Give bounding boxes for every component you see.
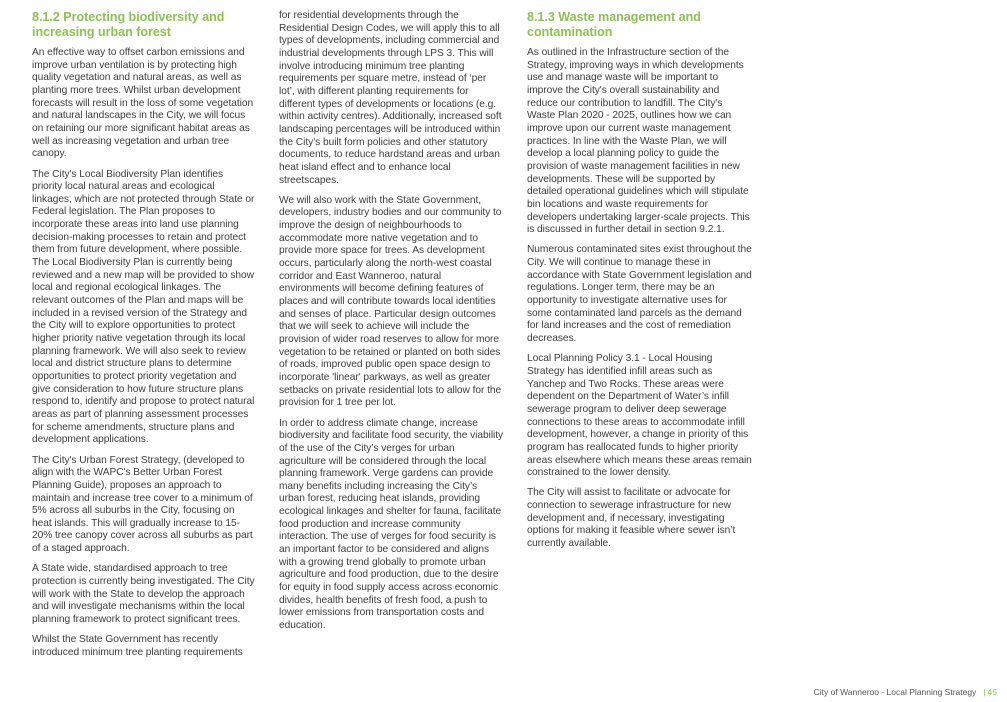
column-middle xyxy=(279,10,504,640)
paragraph: An effective way to offset carbon emissions and improve urban ventilation is by protecting high quality vegetation and natural areas, as well as planting more trees. Whilst urban development forecasts will result in the loss of some vegetation and natural landscapes in the City, we will focus on retaining our more significant habitat areas as well as increasing vegetation and urban tree canopy. xyxy=(32,47,254,160)
paragraph: The City's Local Biodiversity Plan identifies priority local natural areas and ecological linkages, which are not protected through State or Federal legislation. The Plan proposes to incorporate these areas into land use planning decision-making processes to retain and protect them from future development, where possible. The Local Biodiversity Plan is currently being reviewed and a new map will be provided to show local and regional ecological linkages. The relevant outcomes of the Plan and maps will be included in a revised version of the Strategy and the City will to explore opportunities to protect higher priority native vegetation through its local planning framework. We will also seek to review local and district structure plans to determine opportunities to protect priority vegetation and give consideration to how future structure plans respond to, identify and propose to protect natural areas as part of planning assessment processes for scheme amendments, structure plans and development applications. xyxy=(32,168,255,446)
paragraph: As outlined in the Infrastructure section of the Strategy, improving ways in which developments use and manage waste will be important to improve the City's overall sustainability and reduce our contribution to landfill. The City's Waste Plan 2020 - 2025, outlines how we can improve upon our current waste management practices. In line with the Waste Plan, we will develop a local planning policy to guide the provision of waste management facilities in new developments. These will be supported by detailed operational guidelines which will stipulate bin locations and waste requirements for developers undertaking larger-scale projects. This is discussed in further detail in section 9.2.1. xyxy=(527,47,750,236)
paragraph: The City's Urban Forest Strategy, (developed to align with the WAPC's Better Urban Forest Planning Guide), proposes an approach to maintain and increase tree cover to a minimum of 5% across all suburbs in the City, focusing on heat islands. This will gradually increase to 15-20% tree canopy cover across all suburbs as part of a staged approach. xyxy=(32,454,253,555)
paragraph: Local Planning Policy 3.1 - Local Housing Strategy has identified infill areas such as Yanchep and Two Rocks. These areas were dependent on the Department of Water’s infill sewerage program to deliver deep sewerage connections to these areas to accommodate infill development, however, a change in priority of this program has reallocated funds to higher priority areas elsewhere which means these areas remain constrained to the lower density. xyxy=(527,353,752,479)
paragraph: Numerous contaminated sites exist throughout the City. We will continue to manage these in accordance with State Government legislation and regulations. Longer term, there may be an opportunity to investigate alternative uses for some contaminated land parcels as the demand for land increases and the cost of remediation decreases. xyxy=(527,244,752,345)
column-right xyxy=(527,10,752,558)
paragraph: Whilst the State Government has recently introduced minimum tree planting requirements xyxy=(32,634,243,658)
section-heading-biodiversity: 8.1.2 Protecting biodiversity and increasing urban forest xyxy=(32,10,225,39)
paragraph: We will also work with the State Government, developers, industry bodies and our community to improve the design of neighbourhoods to accommodate more native vegetation and to provide more space for trees. As development occurs, particularly along the north-west coastal corridor and East Wanneroo, natural environments will become defining features of places and will contribute towards local identities and senses of place. Particular design outcomes that we will seek to achieve will include the provision of wider road reserves to allow for more vegetation to be retained or planted on both sides of roads, improved public open space design to incorporate 'linear' parkways, as well as greater setbacks on private residential lots to allow for the provision for 1 tree per lot. xyxy=(279,194,502,409)
footer-separator: | xyxy=(983,687,986,697)
paragraph: In order to address climate change, increase biodiversity and facilitate food security, the viability of the use of the City’s verges for urban agriculture will be considered through the local planning framework. Verge gardens can provide many benefits including increasing the City’s urban forest, reducing heat islands, providing ecological linkages and shelter for fauna, facilitate food production and increase community interaction. The use of verges for food security is an important factor to be considered and aligns with a growing trend globally to promote urban agriculture and food production, due to the desire for equity in food supply access across economic divides, health benefits of fresh food, a push to lower emissions from transportation costs and education. xyxy=(279,417,504,632)
document-title: City of Wanneroo - Local Planning Strategy xyxy=(813,687,977,697)
page-footer xyxy=(814,687,997,697)
paragraph: The City will assist to facilitate or advocate for connection to sewerage infrastructure for new development and, if necessary, investigating options for making it feasible where sewer isn’t currently available. xyxy=(527,487,736,550)
section-heading-waste: 8.1.3 Waste management and contamination xyxy=(527,10,701,39)
page-number: 45 xyxy=(987,687,997,697)
paragraph: A State wide, standardised approach to tree protection is currently being investigated. The City will work with the State to develop the approach and will investigate mechanisms within the local planning framework to protect significant trees. xyxy=(32,563,255,625)
column-left xyxy=(32,10,256,667)
paragraph: for residential developments through the Residential Design Codes, we will apply this to all types of developments, including commercial and industrial developments through LPS 3. This will involve introducing minimum tree planting requirements per square metre, instead of ‘per lot’, with different planting requirements for different types of developments or locations (e.g. within activity centres). Additionally, increased soft landscaping percentages will be introduced within the City’s built form policies and other statutory documents, to reduce hardstand areas and urban heat island effect and to enhance local streetscapes. xyxy=(279,10,502,186)
